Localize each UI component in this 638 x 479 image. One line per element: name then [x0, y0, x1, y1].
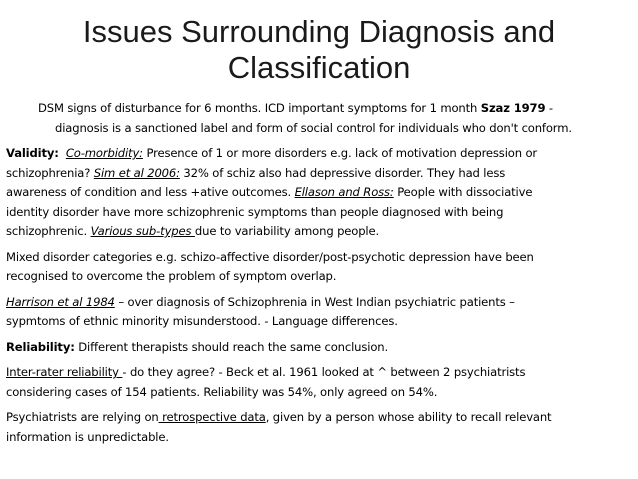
reliability-label: Reliability: — [6, 339, 75, 354]
retro-line-1 — [0, 408, 632, 428]
intro-line-2: diagnosis is a sanctioned label and form of social control for individuals who don't conform. — [55, 120, 572, 135]
slide-title-line-2: Classification — [227, 50, 411, 85]
validity-line-1 — [0, 144, 632, 164]
subtypes-term: Various sub-types — [90, 224, 195, 238]
validity-text: 32% of schiz also had depressive disorder. They had less — [179, 165, 506, 180]
slide-title-line-1: Issues Surrounding Diagnosis and — [82, 14, 556, 49]
interrater-line-2: considering cases of 154 patients. Reliability was 54%, only agreed on 54%. — [6, 384, 438, 399]
mixed-line-2: recognised to overcome the problem of symptom overlap. — [6, 269, 337, 283]
harrison-line-1 — [0, 293, 632, 313]
retrospective-data-term: retrospective data — [158, 410, 266, 424]
validity-text: schizophrenic. — [6, 224, 91, 238]
validity-line-5 — [0, 222, 632, 242]
mixed-line-1: Mixed disorder categories e.g. schizo-affective disorder/post-psychotic depression have been — [6, 249, 534, 264]
interrater-term: Inter-rater reliability — [6, 365, 123, 379]
intro-dash: - — [545, 101, 553, 115]
retro-text: , given by a person whose ability to recall relevant — [265, 410, 552, 424]
retro-text: Psychiatrists are relying on — [6, 410, 159, 424]
slide-title — [0, 14, 638, 86]
interrater-line-1 — [0, 363, 632, 383]
validity-label: Validity: — [6, 146, 59, 160]
reliability-text: Different therapists should reach the same conclusion. — [74, 339, 388, 354]
slide-body — [0, 99, 632, 447]
reliability-line — [0, 338, 632, 358]
intro-text: DSM signs of disturbance for 6 months. ICD important symptoms for 1 month — [38, 101, 481, 115]
validity-text: People with dissociative — [393, 185, 533, 199]
sim-ref: Sim et al 2006: — [93, 165, 180, 180]
validity-text: awareness of condition and less +ative outcomes. — [6, 185, 295, 199]
harrison-ref: Harrison et al 1984 — [6, 294, 115, 309]
validity-text: due to variability among people. — [194, 224, 379, 238]
intro-line-1 — [0, 99, 632, 119]
comorbidity-term: Co-morbidity: — [65, 146, 143, 160]
retro-line-2: information is unpredictable. — [6, 429, 169, 444]
ellason-ref: Ellason and Ross: — [294, 185, 394, 199]
validity-line-3 — [0, 183, 632, 203]
validity-line-4: identity disorder have more schizophrenic symptoms than people diagnosed with being — [6, 204, 504, 219]
validity-text: schizophrenia? — [6, 165, 94, 180]
interrater-text: - do they agree? - Beck et al. 1961 looked at ^ between 2 psychiatrists — [122, 365, 526, 379]
validity-text: Presence of 1 or more disorders e.g. lack of motivation depression or — [142, 146, 538, 160]
validity-line-2 — [0, 164, 632, 184]
szaz-ref: Szaz 1979 — [480, 101, 546, 115]
harrison-line-2: sypmtoms of ethnic minority misunderstood. - Language differences. — [6, 314, 398, 328]
harrison-text: – over diagnosis of Schizophrenia in West Indian psychiatric patients – — [114, 294, 515, 309]
